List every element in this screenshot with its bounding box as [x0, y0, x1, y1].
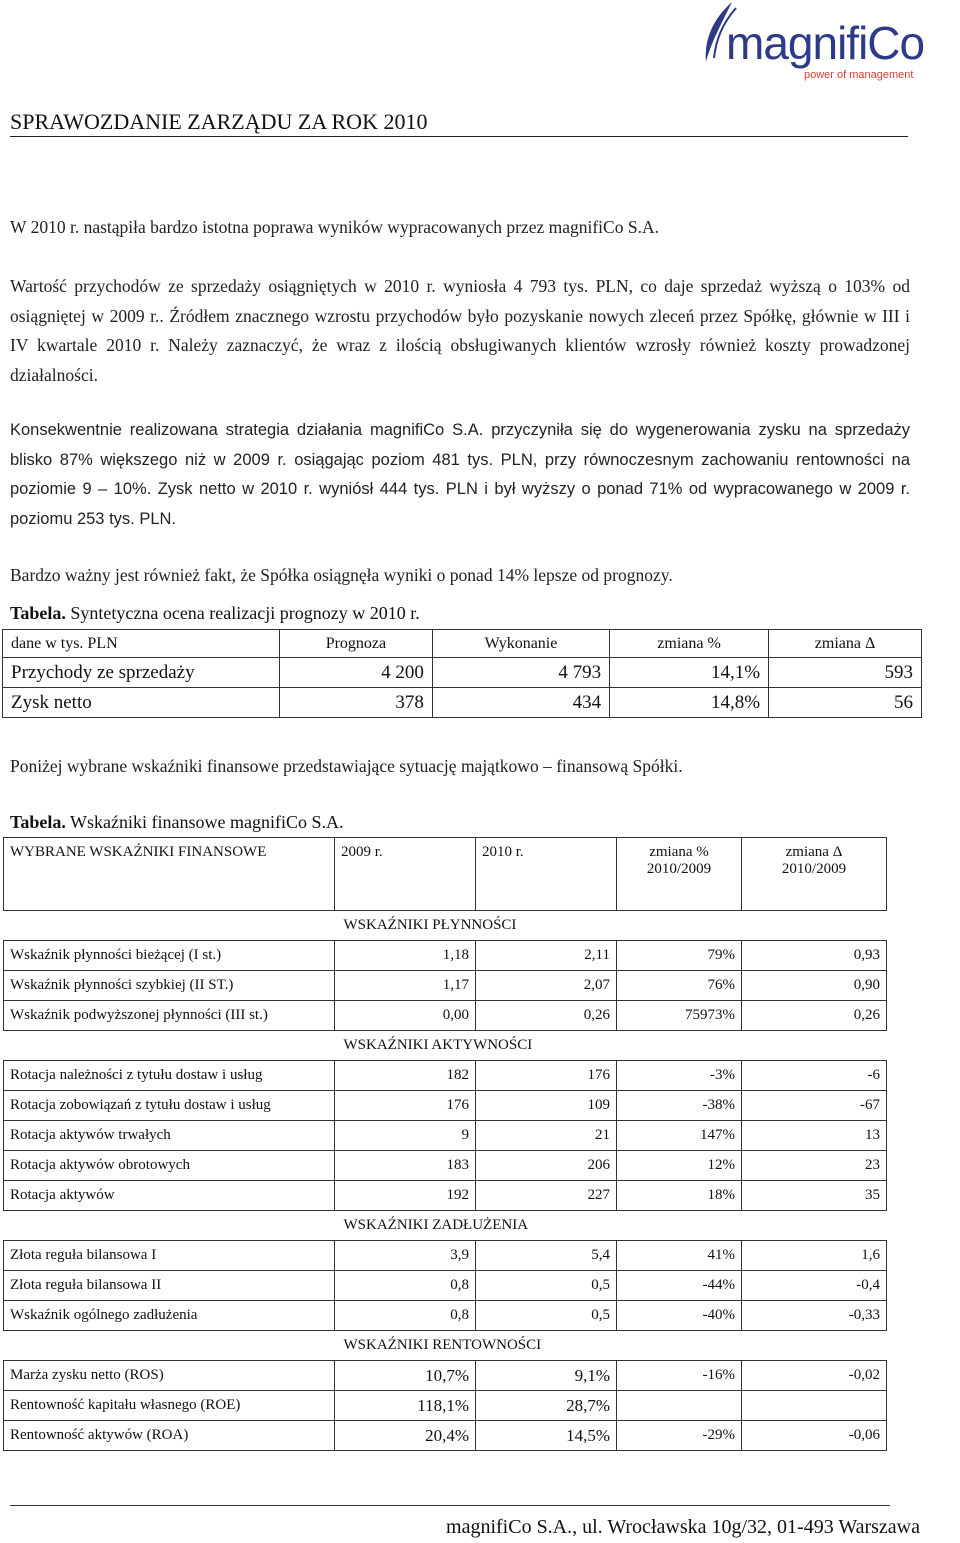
section-heading: WSKAŹNIKI ZADŁUŻENIA: [343, 1217, 529, 1233]
value-cell: 1,17: [335, 971, 476, 1001]
value-cell: 176: [476, 1061, 617, 1091]
header-cell: zmiana %: [610, 630, 769, 658]
company-logo: [692, 0, 942, 90]
value-cell: 434: [432, 688, 609, 718]
value-cell: 9,1%: [476, 1361, 617, 1391]
value-cell: 79%: [617, 941, 742, 971]
table2-caption: [10, 810, 344, 834]
table-row: [4, 1121, 887, 1151]
value-cell: 56: [769, 688, 922, 718]
header-cell: Wykonanie: [432, 630, 609, 658]
paragraph-revenue: Wartość przychodów ze sprzedaży osiągniętych w 2010 r. wyniosła 4 793 tys. PLN, co daje sprzedaż wyższą o 103% od osiągniętej w 2009 r.. Źródłem znacznego wzrostu przychodów było pozyskanie nowych zleceń przez Spółkę, głównie w III i IV kwartale 2010 r. Należy zaznaczyć, że wraz z ilością obsługiwanych klientów wzrosły również koszty prowadzonej działalności.: [10, 276, 910, 385]
value-cell: -0,33: [742, 1301, 887, 1331]
value-cell: -67: [742, 1091, 887, 1121]
value-cell: 0,8: [335, 1301, 476, 1331]
row-label: Marża zysku netto (ROS): [4, 1361, 335, 1391]
footer-address: magnifiCo S.A., ul. Wrocławska 10g/32, 01-493 Warszawa: [446, 1516, 920, 1538]
header-cell: 2010 r.: [476, 838, 617, 911]
value-cell: 0,93: [742, 941, 887, 971]
value-cell: 0,8: [335, 1271, 476, 1301]
row-label: Rotacja należności z tytułu dostaw i usług: [4, 1061, 335, 1091]
value-cell: 12%: [617, 1151, 742, 1181]
row-label: Wskaźnik płynności szybkiej (II ST.): [4, 971, 335, 1001]
value-cell: 75973%: [617, 1001, 742, 1031]
value-cell: 14,5%: [476, 1421, 617, 1451]
paragraph-forecast: Bardzo ważny jest również fakt, że Spółka osiągnęła wyniki o ponad 14% lepsze od prognozy.: [10, 565, 673, 585]
section-heading-row: [4, 1031, 887, 1061]
table-row: [4, 1271, 887, 1301]
section-heading-row: [4, 911, 887, 941]
table-row: [4, 1091, 887, 1121]
header-cell: WYBRANE WSKAŹNIKI FINANSOWE: [4, 838, 335, 911]
table1-caption-label: Tabela.: [10, 603, 66, 623]
row-label: Wskaźnik podwyższonej płynności (III st.): [4, 1001, 335, 1031]
table1-caption: [10, 601, 420, 625]
value-cell: -44%: [617, 1271, 742, 1301]
section-heading-row: [4, 1331, 887, 1361]
value-cell: 13: [742, 1121, 887, 1151]
value-cell: 0,26: [476, 1001, 617, 1031]
row-label: Wskaźnik płynności bieżącej (I st.): [4, 941, 335, 971]
value-cell: -0,02: [742, 1361, 887, 1391]
row-label: Rentowność kapitału własnego (ROE): [4, 1391, 335, 1421]
table2-caption-text: Wskaźniki finansowe magnifiCo S.A.: [65, 812, 344, 832]
row-label: Rentowność aktywów (ROA): [4, 1421, 335, 1451]
row-label: Zysk netto: [3, 688, 280, 718]
value-cell: 0,5: [476, 1301, 617, 1331]
value-cell: [742, 1391, 887, 1421]
value-cell: 9: [335, 1121, 476, 1151]
header-line: zmiana %: [649, 844, 709, 860]
logo-name: magnifiCo: [726, 17, 925, 69]
table-header-row: [4, 838, 887, 911]
row-label: Rotacja zobowiązań z tytułu dostaw i usług: [4, 1091, 335, 1121]
table-row: [3, 688, 922, 718]
table2-caption-label: Tabela.: [10, 812, 66, 832]
table-row: [4, 1151, 887, 1181]
value-cell: 14,1%: [610, 658, 769, 688]
value-cell: -16%: [617, 1361, 742, 1391]
value-cell: 109: [476, 1091, 617, 1121]
table-row: [4, 1361, 887, 1391]
value-cell: 5,4: [476, 1241, 617, 1271]
value-cell: 378: [280, 688, 433, 718]
value-cell: 227: [476, 1181, 617, 1211]
value-cell: 183: [335, 1151, 476, 1181]
value-cell: 0,90: [742, 971, 887, 1001]
value-cell: 4 200: [280, 658, 433, 688]
value-cell: -6: [742, 1061, 887, 1091]
row-label: Rotacja aktywów obrotowych: [4, 1151, 335, 1181]
value-cell: 0,26: [742, 1001, 887, 1031]
row-label: Rotacja aktywów trwałych: [4, 1121, 335, 1151]
indicators-body: [4, 911, 887, 1451]
value-cell: 1,18: [335, 941, 476, 971]
paragraph-strategy: Konsekwentnie realizowana strategia działania magnifiCo S.A. przyczyniła się do wygenerowania zysku na sprzedaży blisko 87% większego niż w 2009 r. osiągając poziom 481 tys. PLN, przy równoczesnym zachowaniu rentowności na poziomie 9 – 10%. Zysk netto w 2010 r. wyniósł 444 tys. PLN i był wyższy o ponad 71% od wypracowanego w 2009 r. poziomu 253 tys. PLN.: [10, 421, 910, 528]
indicators-table: [3, 837, 887, 1451]
value-cell: 35: [742, 1181, 887, 1211]
table-row: [4, 1181, 887, 1211]
row-label: Złota reguła bilansowa I: [4, 1241, 335, 1271]
footer-divider: [10, 1505, 890, 1506]
value-cell: 14,8%: [610, 688, 769, 718]
header-line: zmiana Δ: [785, 844, 843, 860]
row-label: Złota reguła bilansowa II: [4, 1271, 335, 1301]
section-heading: WSKAŹNIKI PŁYNNOŚCI: [343, 917, 517, 933]
table1-caption-text: Syntetyczna ocena realizacji prognozy w 2010 r.: [65, 603, 420, 623]
section-heading: WSKAŹNIKI RENTOWNOŚCI: [343, 1337, 542, 1353]
table-header-row: [3, 630, 922, 658]
header-line: 2010/2009: [646, 861, 712, 877]
header-cell: dane w tys. PLN: [3, 630, 280, 658]
value-cell: 2,07: [476, 971, 617, 1001]
header-cell: 2009 r.: [335, 838, 476, 911]
logo-tagline: power of management: [804, 69, 914, 81]
value-cell: [617, 1391, 742, 1421]
table-row: [4, 1241, 887, 1271]
value-cell: 76%: [617, 971, 742, 1001]
table-row: [4, 1001, 887, 1031]
value-cell: 10,7%: [335, 1361, 476, 1391]
header-line: 2010/2009: [781, 861, 847, 877]
table-row: [4, 941, 887, 971]
value-cell: -0,4: [742, 1271, 887, 1301]
paragraph-indicators: Poniżej wybrane wskaźniki finansowe przedstawiające sytuację majątkowo – finansową Spółki.: [10, 756, 683, 776]
value-cell: -29%: [617, 1421, 742, 1451]
page-title: SPRAWOZDANIE ZARZĄDU ZA ROK 2010: [10, 108, 908, 137]
value-cell: 20,4%: [335, 1421, 476, 1451]
table-row: [4, 1391, 887, 1421]
value-cell: 0,00: [335, 1001, 476, 1031]
value-cell: 147%: [617, 1121, 742, 1151]
row-label: Przychody ze sprzedaży: [3, 658, 280, 688]
value-cell: 176: [335, 1091, 476, 1121]
value-cell: 3,9: [335, 1241, 476, 1271]
value-cell: 28,7%: [476, 1391, 617, 1421]
value-cell: -38%: [617, 1091, 742, 1121]
section-heading-row: [4, 1211, 887, 1241]
value-cell: 192: [335, 1181, 476, 1211]
value-cell: 2,11: [476, 941, 617, 971]
value-cell: 23: [742, 1151, 887, 1181]
table-row: [3, 658, 922, 688]
value-cell: 0,5: [476, 1271, 617, 1301]
table-row: [4, 1301, 887, 1331]
header-cell: Prognoza: [280, 630, 433, 658]
value-cell: -40%: [617, 1301, 742, 1331]
value-cell: 41%: [617, 1241, 742, 1271]
table-row: [4, 1061, 887, 1091]
paragraph-intro: W 2010 r. nastąpiła bardzo istotna poprawa wyników wypracowanych przez magnifiCo S.A.: [10, 217, 659, 237]
row-label: Wskaźnik ogólnego zadłużenia: [4, 1301, 335, 1331]
value-cell: 206: [476, 1151, 617, 1181]
value-cell: 4 793: [432, 658, 609, 688]
header-cell: [742, 838, 887, 911]
value-cell: 18%: [617, 1181, 742, 1211]
value-cell: 182: [335, 1061, 476, 1091]
row-label: Rotacja aktywów: [4, 1181, 335, 1211]
value-cell: 118,1%: [335, 1391, 476, 1421]
value-cell: 1,6: [742, 1241, 887, 1271]
section-heading: WSKAŹNIKI AKTYWNOŚCI: [343, 1037, 533, 1053]
header-cell: [617, 838, 742, 911]
table-row: [4, 1421, 887, 1451]
value-cell: 21: [476, 1121, 617, 1151]
forecast-table: [2, 629, 922, 718]
value-cell: -0,06: [742, 1421, 887, 1451]
header-cell: zmiana Δ: [769, 630, 922, 658]
value-cell: 593: [769, 658, 922, 688]
value-cell: -3%: [617, 1061, 742, 1091]
table-row: [4, 971, 887, 1001]
